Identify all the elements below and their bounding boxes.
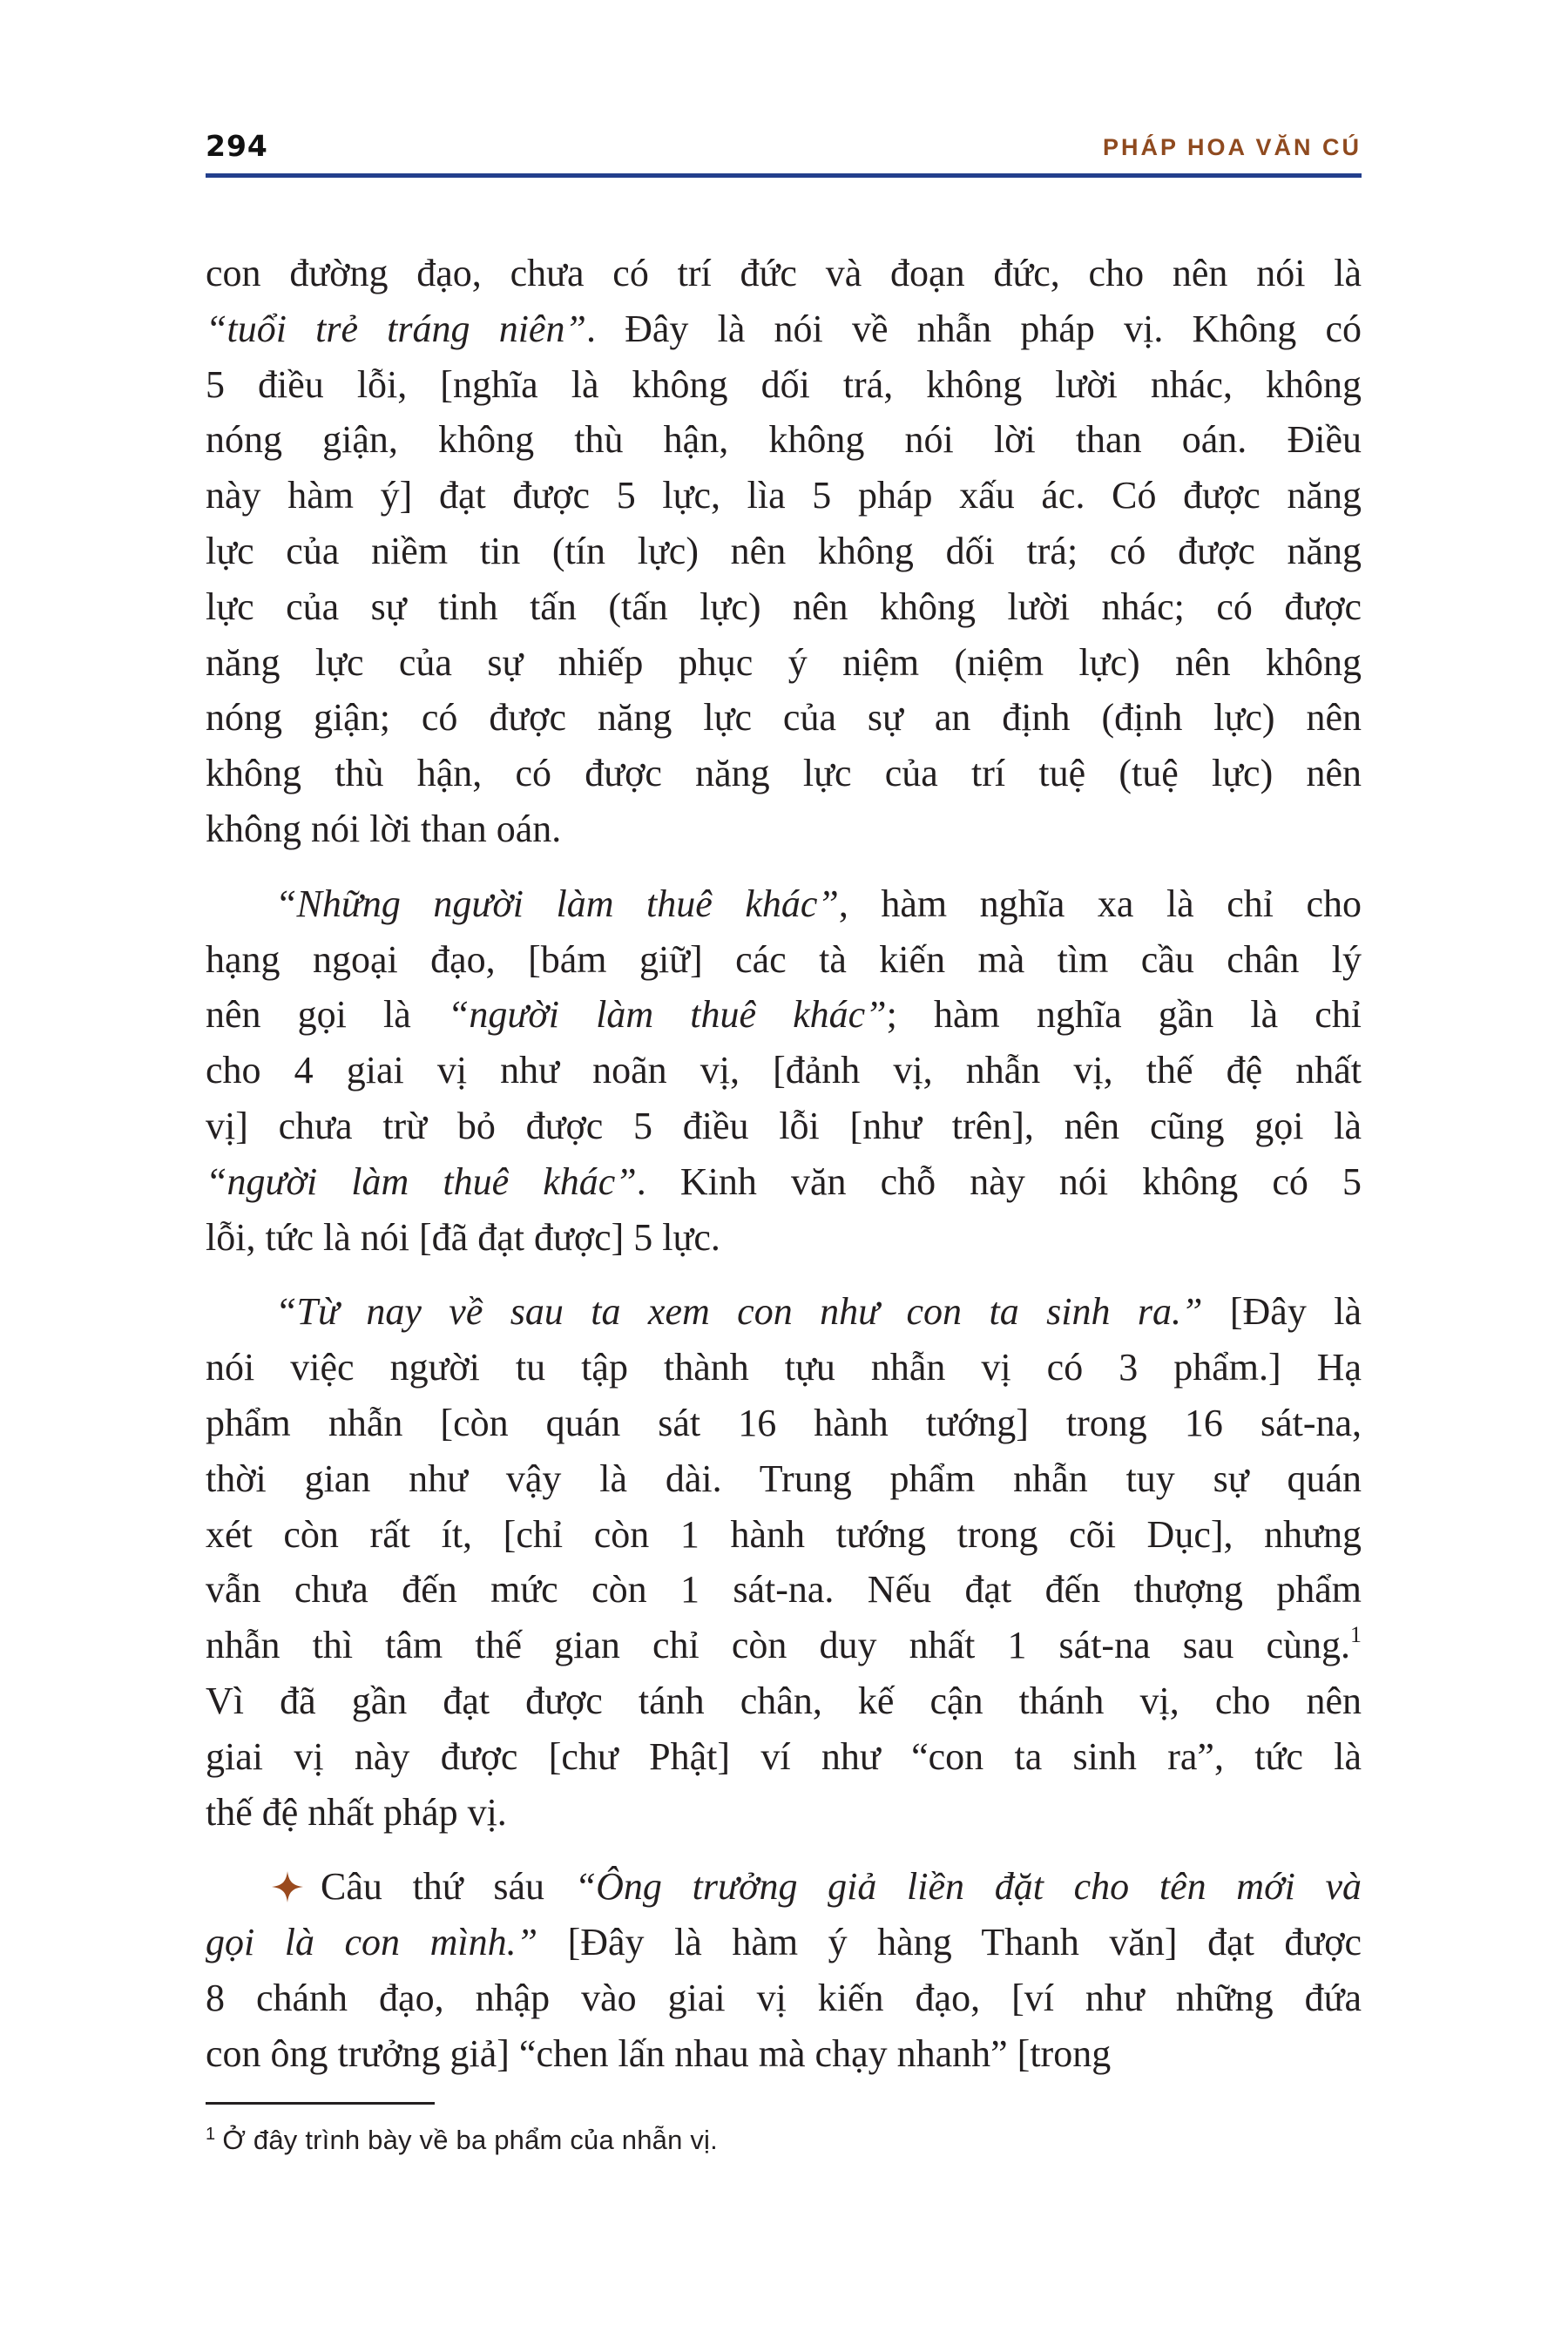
text-run: không thù hận, có được năng lực của trí tuệ (tuệ lực) nên [206,752,1362,795]
text-line [206,1785,1362,1841]
text-run: lỗi, tức là nói [đã đạt được] 5 lực. [206,1215,720,1259]
text-line [206,1284,1362,1340]
text-run: Câu thứ sáu [321,1865,575,1909]
text-line [206,1043,1362,1098]
text-run: con đường đạo, chưa có trí đức và đoạn đức, cho nên nói là [206,252,1362,294]
text-run: cho 4 giai vị như noãn vị, [đảnh vị, nhẫn vị, thế đệ nhất [206,1049,1362,1092]
text-run: nóng giận, không thù hận, không nói lời than oán. Điều [206,418,1362,462]
text-line [206,1859,1362,1915]
text-run: Vì đã gần đạt được tánh chân, kế cận thánh vị, cho nên [206,1679,1362,1722]
page-number: 294 [206,129,268,163]
footnote-reference: 1 [1350,1622,1362,1648]
text-line [206,2026,1362,2082]
text-run: nên gọi là [206,993,448,1037]
text-run: lực của niềm tin (tín lực) nên không dối trá; có được năng [206,529,1362,572]
text-run: không nói lời than oán. [206,807,562,850]
text-line [206,412,1362,468]
text-line [206,246,1362,301]
italic-quote: “người làm thuê khác” [206,1159,637,1203]
text-line [206,1673,1362,1729]
text-line [206,1562,1362,1618]
text-line [206,579,1362,635]
text-line [206,1154,1362,1210]
text-run: vẫn chưa đến mức còn 1 sát-na. Nếu đạt đến thượng phẩm [206,1568,1362,1612]
italic-quote: “Từ nay về sau ta xem con như con ta sinh ra.” [275,1290,1203,1334]
text-line [206,635,1362,691]
text-run: phẩm nhẫn [còn quán sát 16 hành tướng] trong 16 sát-na, [206,1401,1362,1444]
text-run: hạng ngoại đạo, [bám giữ] các tà kiến mà tìm cầu chân lý [206,937,1362,981]
text-run: ; hàm nghĩa gần là chỉ [886,993,1362,1037]
text-line [206,987,1362,1043]
paragraph [206,1284,1362,1840]
text-run: con ông trưởng giả] “chen lấn nhau mà chạy nhanh” [trong [206,2031,1112,2075]
text-run: giai vị này được [chư Phật] ví như “con ta sinh ra”, tức là [206,1734,1362,1778]
text-line [206,746,1362,801]
italic-quote: gọi là con mình.” [206,1921,538,1964]
text-run: xét còn rất ít, [chỉ còn 1 hành tướng trong cõi Dục], nhưng [206,1512,1362,1556]
text-run: năng lực của sự nhiếp phục ý niệm (niệm lực) nên không [206,640,1362,684]
text-line [206,690,1362,746]
text-line [206,1098,1362,1154]
italic-quote: “Ông trưởng giả liền đặt cho tên mới và [574,1865,1362,1909]
text-line [206,1340,1362,1396]
text-line [206,1970,1362,2026]
text-line [206,1451,1362,1507]
text-line [206,468,1362,524]
text-run: vị] chưa trừ bỏ được 5 điều lỗi [như trên], nên cũng gọi là [206,1104,1362,1147]
running-header [206,122,1362,166]
text-run: [Đây là hàm ý hàng Thanh văn] đạt được [537,1921,1362,1964]
body-text [206,246,1362,2101]
text-run: nói việc người tu tập thành tựu nhẫn vị có 3 phẩm.] Hạ [206,1346,1362,1389]
text-line [206,1915,1362,1970]
text-run: 8 chánh đạo, nhập vào giai vị kiến đạo, [ví như những đứa [206,1976,1362,2019]
text-run: nhẫn thì tâm thế gian chỉ còn duy nhất 1 sát-na sau cùng. [206,1624,1350,1667]
text-run: nóng giận; có được năng lực của sự an định (định lực) nên [206,696,1362,740]
text-run: thế đệ nhất pháp vị. [206,1790,507,1834]
italic-quote: “tuổi trẻ tráng niên” [206,307,586,350]
text-line [206,1729,1362,1785]
text-run: này hàm ý] đạt được 5 lực, lìa 5 pháp xấu ác. Có được năng [206,474,1362,517]
text-line [206,524,1362,579]
footnote-text: Ở đây trình bày về ba phẩm của nhẫn vị. [222,2125,718,2155]
text-line [206,1507,1362,1563]
footnote-mark: 1 [206,2125,216,2144]
text-line [206,1396,1362,1451]
text-line [206,1210,1362,1266]
paragraph [206,246,1362,857]
header-rule [206,173,1362,178]
running-title: PHÁP HOA VĂN CÚ [1102,134,1362,160]
text-run: [Đây là [1202,1290,1362,1334]
text-run: , hàm nghĩa xa là chỉ cho [838,882,1362,925]
italic-quote: “Những người làm thuê khác” [275,882,839,925]
text-line [206,932,1362,988]
text-line [206,801,1362,857]
text-line [206,876,1362,932]
text-line [206,1618,1362,1673]
text-line [206,301,1362,357]
text-line [206,357,1362,413]
text-run: . Đây là nói về nhẫn pháp vị. Không có [585,307,1362,350]
text-run: lực của sự tinh tấn (tấn lực) nên không lười nhác; có được [206,585,1362,628]
italic-quote: “người làm thuê khác” [447,993,887,1037]
four-point-star-icon [272,1871,303,1903]
text-run: . Kinh văn chỗ này nói không có 5 [636,1159,1362,1203]
paragraph [206,876,1362,1266]
footnote-rule [206,2102,435,2105]
paragraph [206,1859,1362,2081]
footnote [206,2115,718,2159]
text-run: 5 điều lỗi, [nghĩa là không dối trá, không lười nhác, không [206,362,1362,406]
text-run: thời gian như vậy là dài. Trung phẩm nhẫn tuy sự quán [206,1456,1362,1500]
